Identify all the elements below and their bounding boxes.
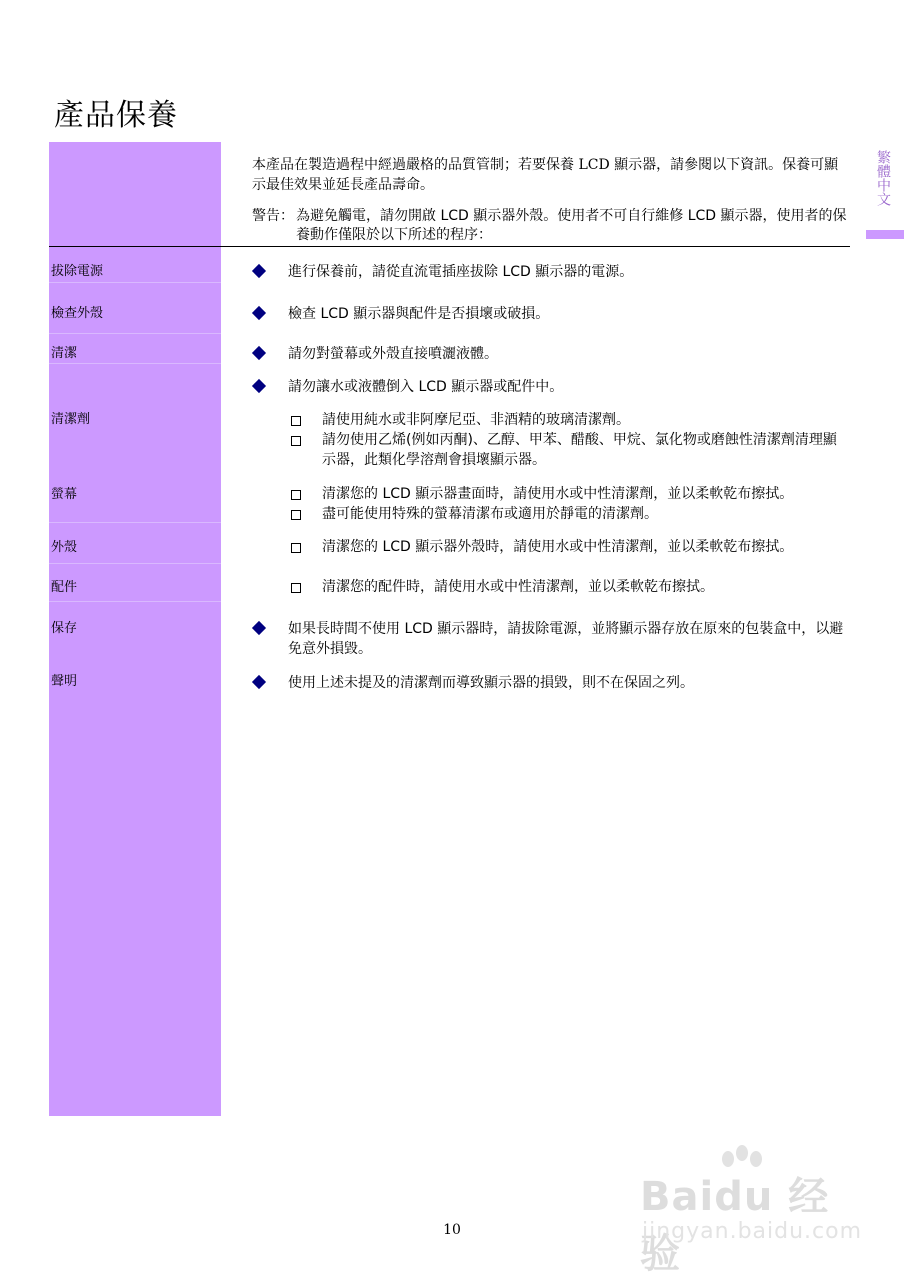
bullet-clean-1: 請勿對螢幕或外殼直接噴灑液體。 <box>288 346 498 362</box>
bullet-disclaimer: 使用上述未提及的清潔劑而導致顯示器的損毀，則不在保固之列。 <box>288 675 694 691</box>
watermark-logo: Baidu 经验 <box>640 1174 830 1277</box>
warning-text: 為避免觸電，請勿開啟 LCD 顯示器外殼。使用者不可自行維修 LCD 顯示器，使用者的保養動作僅限於以下所述的程序： <box>296 208 847 243</box>
side-tab-label: 繁體中文 <box>875 150 891 206</box>
sub-case-1: 清潔您的 LCD 顯示器外殼時，請使用水或中性清潔劑，並以柔軟乾布擦拭。 <box>322 539 794 555</box>
label-inspect: 檢查外殼 <box>51 306 104 321</box>
square-bullet-icon <box>291 416 301 426</box>
side-tab-marker <box>866 230 904 239</box>
sub-screen-1: 清潔您的 LCD 顯示器畫面時，請使用水或中性清潔劑，並以柔軟乾布擦拭。 <box>322 486 794 502</box>
sub-cleaner-1: 請使用純水或非阿摩尼亞、非酒精的玻璃清潔劑。 <box>322 412 630 428</box>
bullet-clean-2: 請勿讓水或液體倒入 LCD 顯示器或配件中。 <box>288 379 564 395</box>
sub-accessories-1: 清潔您的配件時，請使用水或中性清潔劑，並以柔軟乾布擦拭。 <box>322 579 714 595</box>
square-bullet-icon <box>291 510 301 520</box>
diamond-bullet-icon <box>252 379 266 393</box>
diamond-bullet-icon <box>252 675 266 689</box>
page-number: 10 <box>443 1222 461 1238</box>
label-accessories: 配件 <box>51 580 78 595</box>
page-title: 產品保養 <box>54 98 178 133</box>
header-rule <box>49 246 850 247</box>
label-cleaner: 清潔劑 <box>51 412 91 427</box>
square-bullet-icon <box>291 490 301 500</box>
label-screen: 螢幕 <box>51 487 78 502</box>
bullet-unplug: 進行保養前，請從直流電插座拔除 LCD 顯示器的電源。 <box>288 264 634 280</box>
label-clean: 清潔 <box>51 346 78 361</box>
sidebar-separator <box>49 363 221 364</box>
sidebar-separator <box>49 333 221 334</box>
label-storage: 保存 <box>51 621 78 636</box>
sidebar-separator <box>49 282 221 283</box>
diamond-bullet-icon <box>252 621 266 635</box>
intro-paragraph: 本產品在製造過程中經過嚴格的品質管制；若要保養 LCD 顯示器，請參閱以下資訊。保養可顯示最佳效果並延長產品壽命。 <box>252 157 839 193</box>
sidebar-separator <box>49 601 221 602</box>
baidu-watermark <box>640 1145 870 1277</box>
sidebar-separator <box>49 522 221 523</box>
square-bullet-icon <box>291 436 301 446</box>
sub-cleaner-2: 請勿使用乙烯(例如丙酮)、乙醇、甲苯、醋酸、甲烷、氯化物或磨蝕性清潔劑清理顯示器，此類化學溶劑會損壞顯示器。 <box>322 432 837 468</box>
bullet-inspect: 檢查 LCD 顯示器與配件是否損壞或破損。 <box>288 306 550 322</box>
watermark-url: jingyan.baidu.com <box>642 1219 863 1244</box>
square-bullet-icon <box>291 543 301 553</box>
diamond-bullet-icon <box>252 306 266 320</box>
diamond-bullet-icon <box>252 264 266 278</box>
label-disclaimer: 聲明 <box>51 674 78 689</box>
diamond-bullet-icon <box>252 346 266 360</box>
label-case: 外殼 <box>51 540 78 555</box>
warning-label: 警告： <box>252 208 294 224</box>
bullet-storage: 如果長時間不使用 LCD 顯示器時，請拔除電源，並將顯示器存放在原來的包裝盒中，以避免意外損毀。 <box>288 621 844 657</box>
label-unplug: 拔除電源 <box>51 264 104 279</box>
sidebar-separator <box>49 563 221 564</box>
sub-screen-2: 盡可能使用特殊的螢幕清潔布或適用於靜電的清潔劑。 <box>322 506 658 522</box>
square-bullet-icon <box>291 583 301 593</box>
warning-block <box>252 207 850 245</box>
